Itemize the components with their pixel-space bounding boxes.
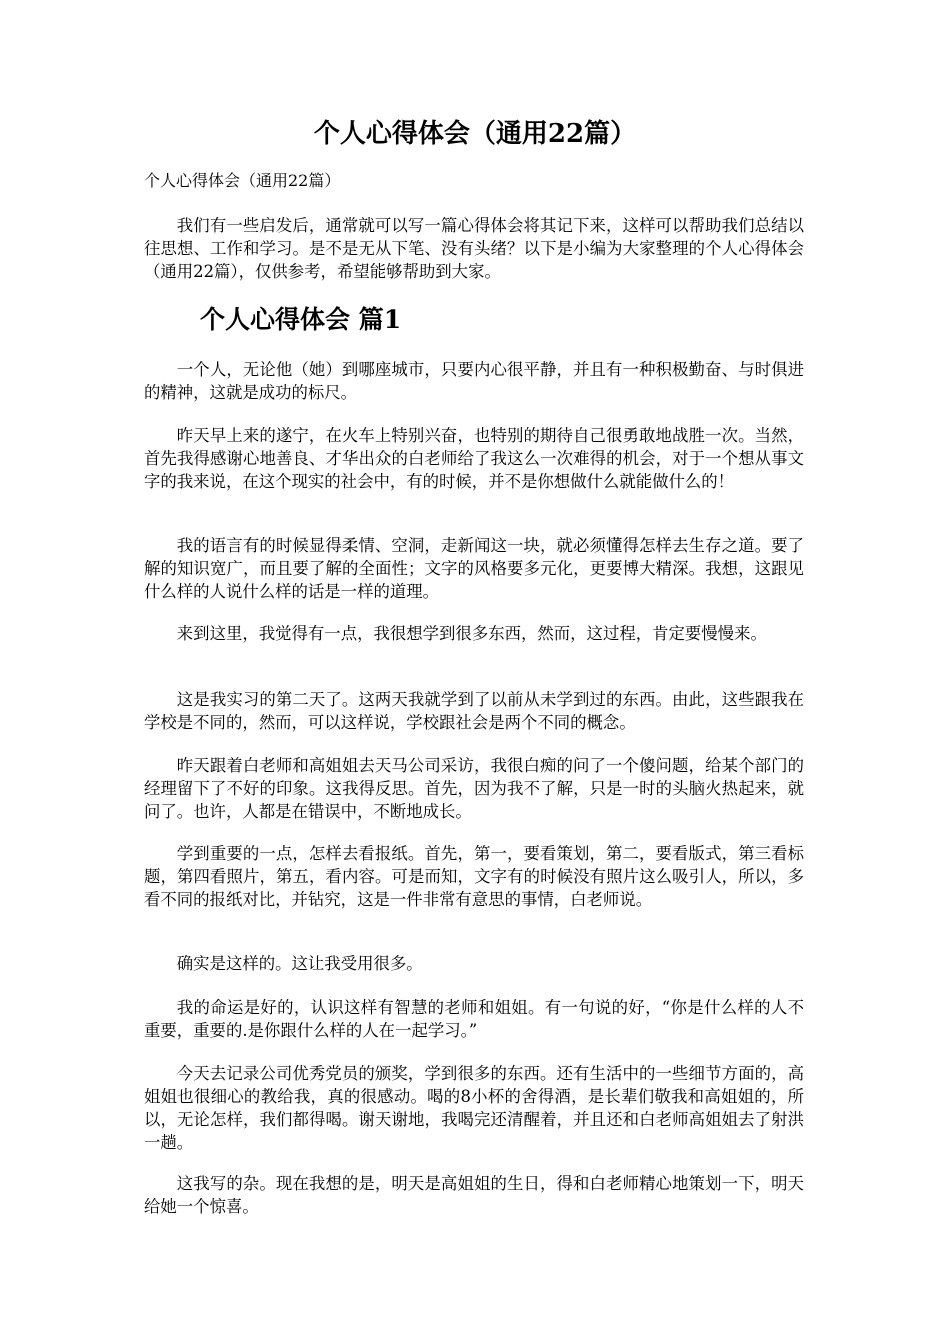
body-paragraph: 今天去记录公司优秀党员的颁奖，学到很多的东西。还有生活中的一些细节方面的，高姐姐也很细心的教给我，真的很感动。喝的8小杯的舍得酒，是长辈们敬我和高姐姐的，所以，无论怎样，我们都得喝。谢天谢地，我喝完还清醒着，并且还和白老师高姐姐去了射洪一趟。 — [144, 1064, 804, 1152]
body-paragraph: 昨天早上来的遂宁，在火车上特别兴奋，也特别的期待自己很勇敢地战胜一次。当然，首先我得感谢心地善良、才华出众的白老师给了我这么一次难得的机会，对于一个想从事文字的我来说，在这个现实的社会中，有的时候，并不是你想做什么就能做什么的！ — [144, 426, 804, 491]
body-paragraph: 这我写的杂。现在我想的是，明天是高姐姐的生日，得和白老师精心地策划一下，明天给她一个惊喜。 — [144, 1174, 804, 1216]
document-subtitle: 个人心得体会（通用22篇） — [144, 171, 341, 190]
body-paragraph: 我的语言有的时候显得柔情、空洞，走新闻这一块，就必须懂得怎样去生存之道。要了解的知识宽广，而且要了解的全面性；文字的风格要多元化，更要博大精深。我想，这跟见什么样的人说什么样的话是一样的道理。 — [144, 536, 804, 601]
body-paragraph: 来到这里，我觉得有一点，我很想学到很多东西，然而，这过程，肯定要慢慢来。 — [176, 624, 767, 643]
intro-paragraph: 我们有一些启发后，通常就可以写一篇心得体会将其记下来，这样可以帮助我们总结以往思想、工作和学习。是不是无从下笔、没有头绪？以下是小编为大家整理的个人心得体会（通用22篇），仅供参考，希望能够帮助到大家。 — [144, 216, 804, 281]
body-paragraph: 这是我实习的第二天了。这两天我就学到了以前从未学到过的东西。由此，这些跟我在学校是不同的，然而，可以这样说，学校跟社会是两个不同的概念。 — [144, 690, 804, 732]
body-paragraph: 昨天跟着白老师和高姐姐去天马公司采访，我很白痴的问了一个傻问题，给某个部门的经理留下了不好的印象。这我得反思。首先，因为我不了解，只是一时的头脑火热起来，就问了。也许，人都是在错误中，不断地成长。 — [144, 756, 804, 821]
document-title: 个人心得体会（通用22篇） — [313, 119, 637, 149]
body-paragraph: 一个人，无论他（她）到哪座城市，只要内心很平静，并且有一种积极勤奋、与时俱进的精神，这就是成功的标尺。 — [144, 360, 804, 402]
section-heading: 个人心得体会 篇1 — [200, 305, 402, 334]
body-paragraph: 我的命运是好的，认识这样有智慧的老师和姐姐。有一句说的好，“你是什么样的人不重要，重要的.是你跟什么样的人在一起学习。” — [144, 998, 804, 1040]
body-paragraph: 确实是这样的。这让我受用很多。 — [176, 954, 423, 973]
body-paragraph: 学到重要的一点，怎样去看报纸。首先，第一，要看策划，第二，要看版式，第三看标题，第四看照片，第五，看内容。可是而知，文字有的时候没有照片这么吸引人，所以，多看不同的报纸对比，并钻究，这是一件非常有意思的事情，白老师说。 — [144, 844, 804, 909]
